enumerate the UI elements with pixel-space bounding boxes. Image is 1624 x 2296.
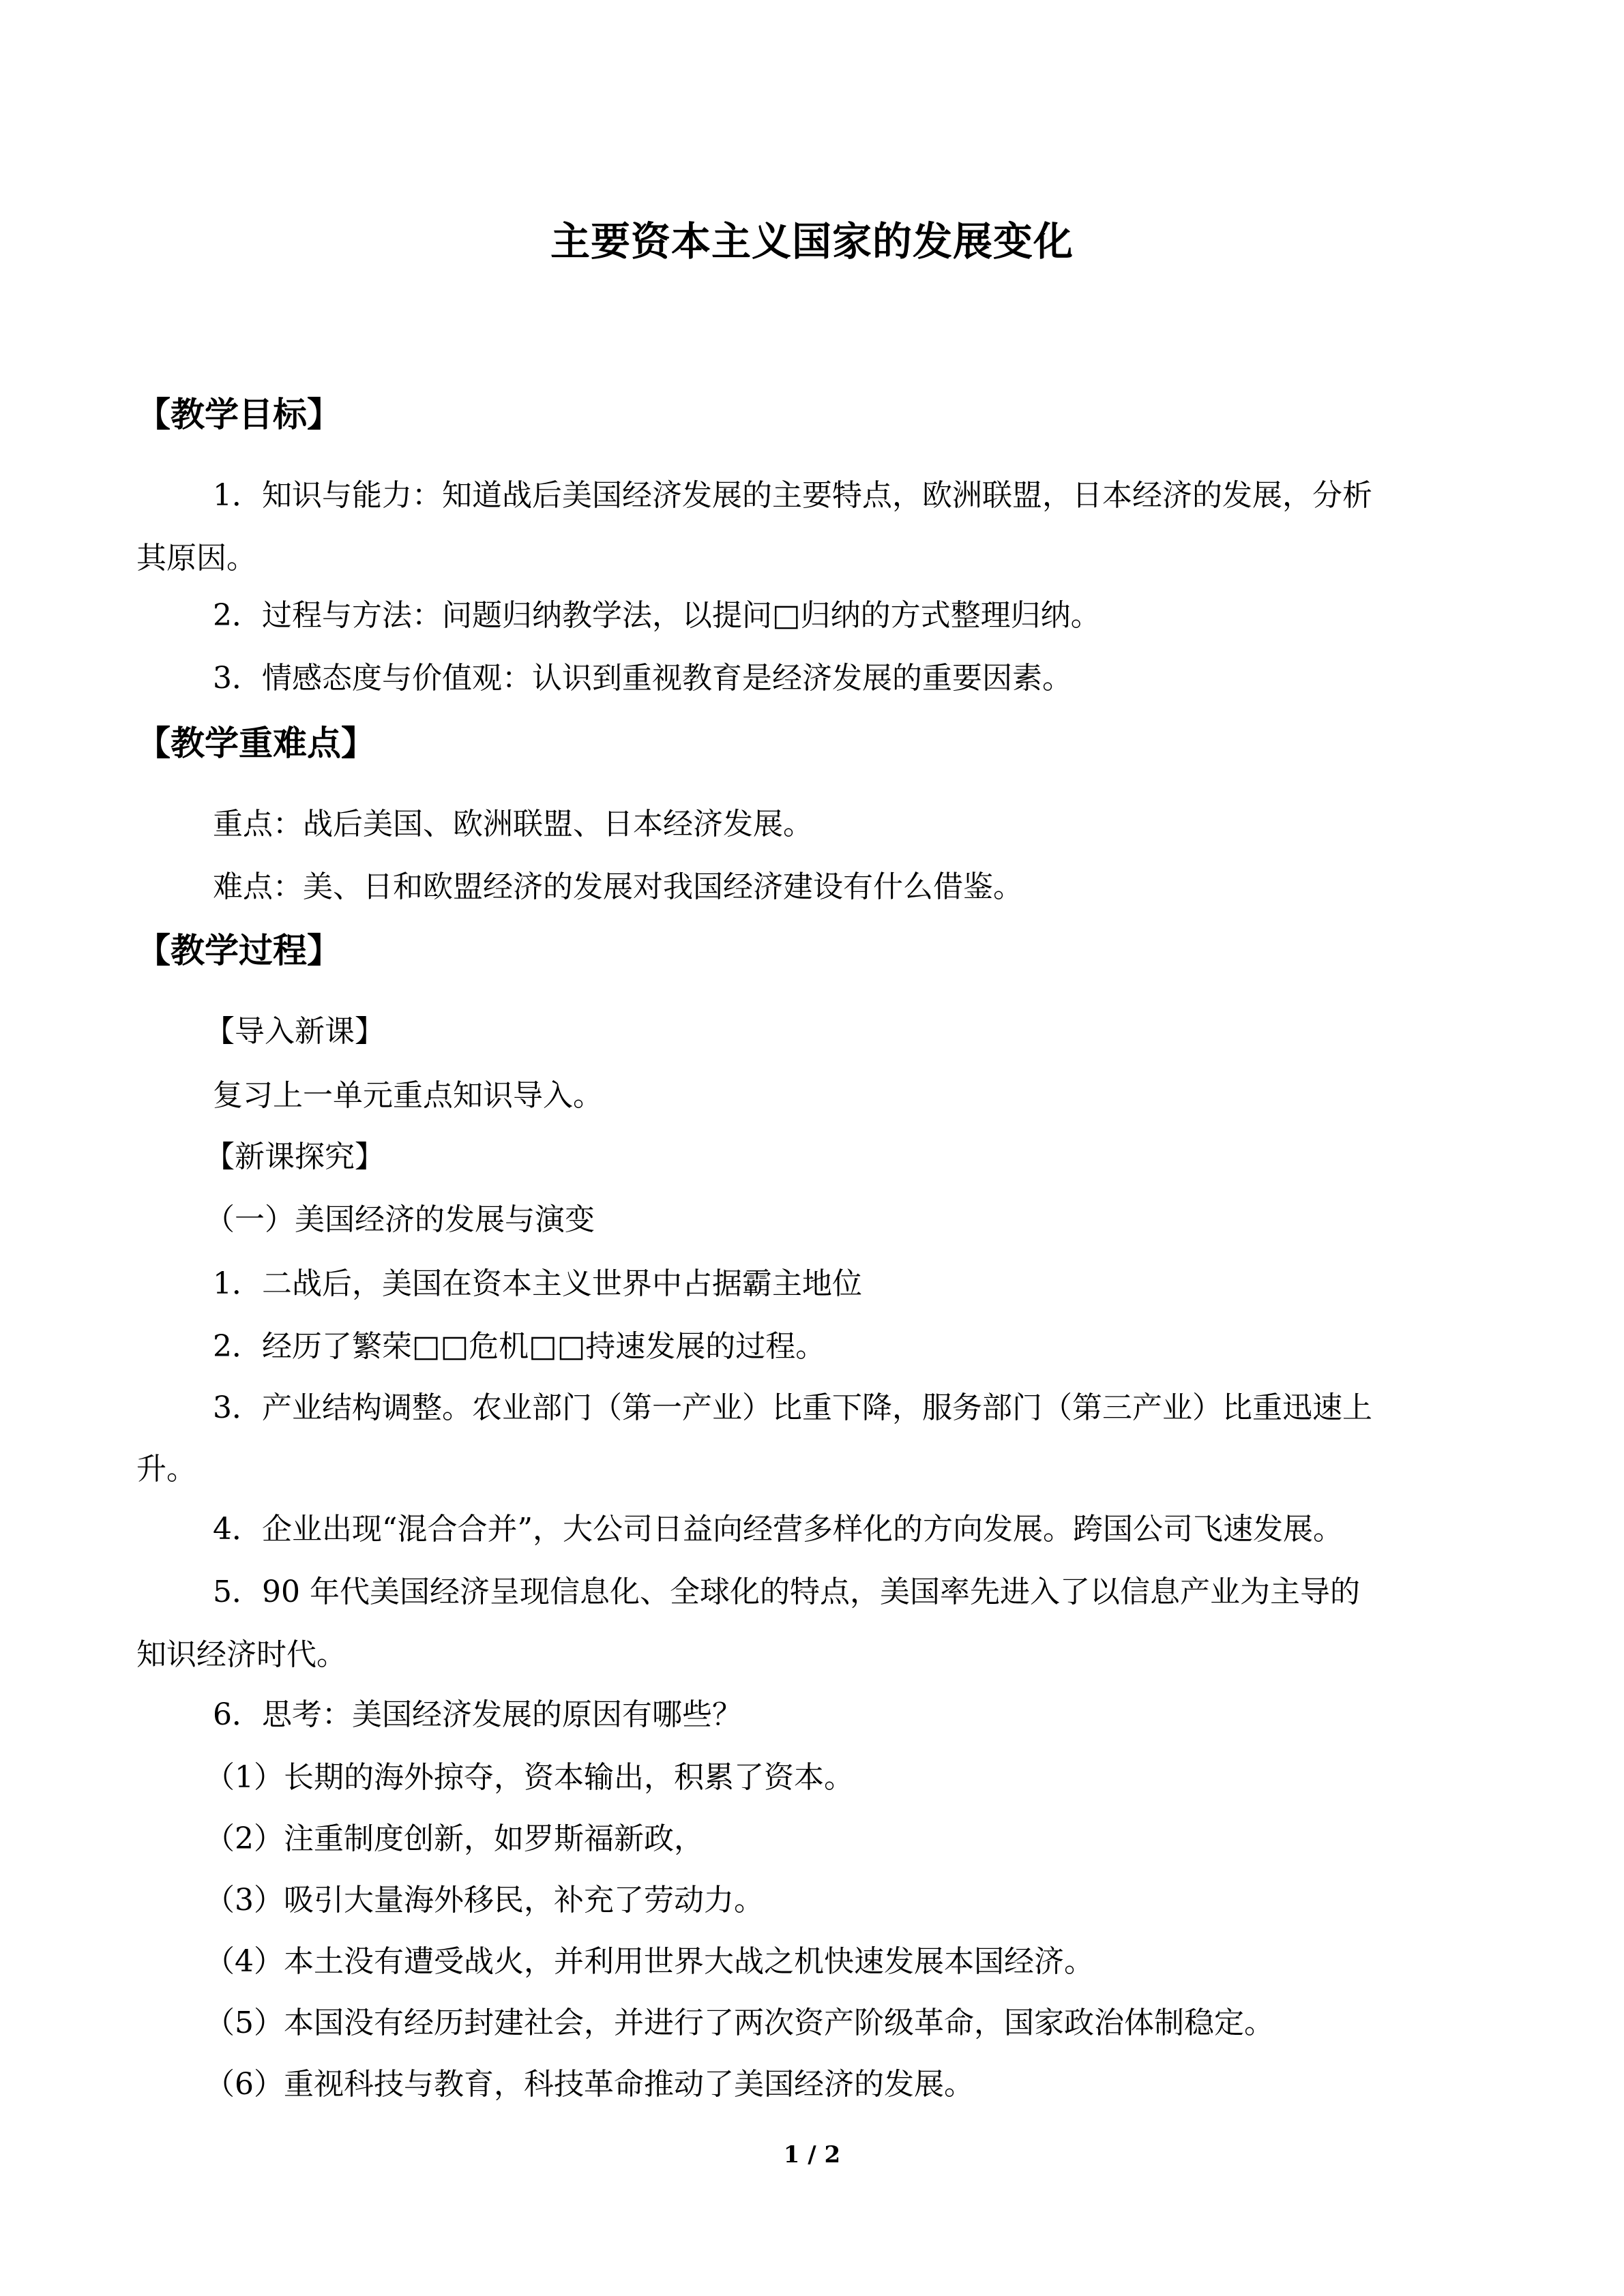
objective-item-3: 3．情感态度与价值观：认识到重视教育是经济发展的重要因素。 — [213, 661, 1072, 696]
reason-3: （3）吸引大量海外移民，补充了劳动力。 — [205, 1883, 764, 1918]
point-3: 3．产业结构调整。农业部门（第一产业）比重下降，服务部门（第三产业）比重迅速上 — [213, 1390, 1372, 1425]
point-6: 6．思考：美国经济发展的原因有哪些？ — [213, 1697, 742, 1732]
heading-objectives: 【教学目标】 — [136, 395, 341, 434]
intro-label: 【导入新课】 — [205, 1014, 385, 1049]
new-lesson-label: 【新课探究】 — [205, 1139, 385, 1174]
objective-item-2: 2．过程与方法：问题归纳教学法，以提问□归纳的方式整理归纳。 — [213, 598, 1101, 633]
reason-4: （4）本土没有遭受战火，并利用世界大战之机快速发展本国经济。 — [205, 1944, 1094, 1979]
key-point-focus: 重点：战后美国、欧洲联盟、日本经济发展。 — [213, 807, 813, 841]
point-5: 5．90 年代美国经济呈现信息化、全球化的特点，美国率先进入了以信息产业为主导的 — [213, 1575, 1360, 1609]
reason-6: （6）重视科技与教育，科技革命推动了美国经济的发展。 — [205, 2067, 974, 2102]
reason-2: （2）注重制度创新，如罗斯福新政， — [205, 1821, 704, 1856]
heading-process: 【教学过程】 — [136, 931, 341, 970]
point-2: 2．经历了繁荣□□危机□□持速发展的过程。 — [213, 1329, 826, 1364]
page-number: 1 / 2 — [783, 2141, 841, 2168]
objective-item-1: 1．知识与能力：知道战后美国经济发展的主要特点，欧洲联盟，日本经济的发展，分析 — [213, 478, 1372, 513]
reason-5: （5）本国没有经历封建社会，并进行了两次资产阶级革命，国家政治体制稳定。 — [205, 2006, 1274, 2040]
point-4: 4．企业出现“混合合并”，大公司日益向经营多样化的方向发展。跨国公司飞速发展。 — [213, 1512, 1343, 1547]
document-title: 主要资本主义国家的发展变化 — [550, 218, 1074, 265]
intro-text: 复习上一单元重点知识导入。 — [213, 1078, 603, 1113]
objective-item-1-continued: 其原因。 — [136, 541, 256, 576]
point-1: 1．二战后，美国在资本主义世界中占据霸主地位 — [213, 1266, 862, 1301]
point-5-continued: 知识经济时代。 — [136, 1637, 346, 1672]
point-3-continued: 升。 — [136, 1452, 196, 1487]
part-one-heading: （一）美国经济的发展与演变 — [205, 1202, 595, 1237]
reason-1: （1）长期的海外掠夺，资本输出，积累了资本。 — [205, 1760, 854, 1795]
key-point-difficulty: 难点：美、日和欧盟经济的发展对我国经济建设有什么借鉴。 — [213, 869, 1023, 904]
heading-key-points: 【教学重难点】 — [136, 724, 375, 763]
